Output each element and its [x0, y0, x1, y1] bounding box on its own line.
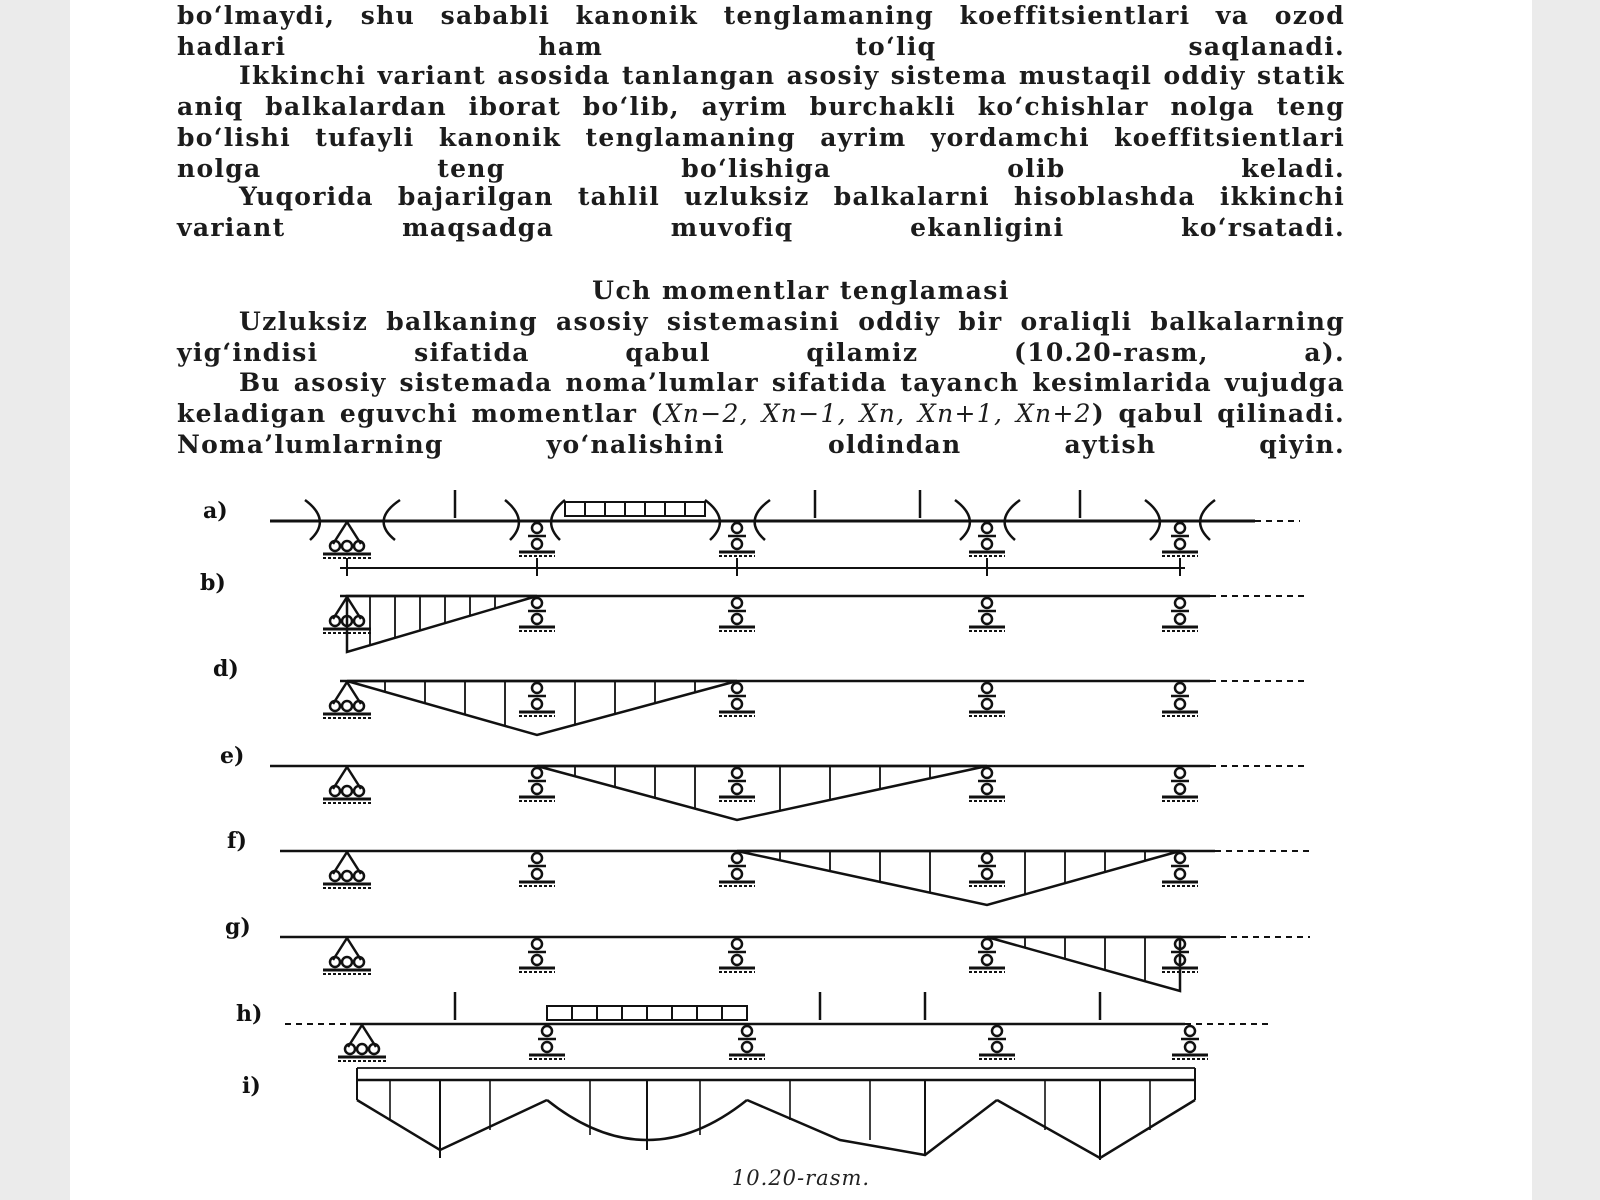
- unit-diagram-f: [280, 851, 1310, 905]
- row-label-d: d): [213, 656, 239, 682]
- row-label-b: b): [200, 570, 226, 596]
- beam-row-h: [285, 992, 1270, 1061]
- figure-continuous-beam: [70, 0, 1532, 1200]
- unit-diagram-b: [323, 596, 1305, 652]
- unit-diagram-g: [280, 937, 1310, 991]
- load-moment-diagram-i: [357, 1068, 1195, 1160]
- row-label-a: a): [203, 498, 228, 524]
- row-label-i: i): [242, 1073, 261, 1099]
- document-page: [70, 0, 1532, 1200]
- formula-moments: Xn−2, Xn−1, Xn, Xn+1, Xn+2: [663, 399, 1092, 428]
- row-label-f: f): [227, 828, 247, 854]
- row-label-h: h): [236, 1001, 263, 1027]
- paragraph-5: Bu asosiy sistemada noma’lumlar sifatida tayanch kesimlarida vujudga keladigan eguvchi momentlar (Xn−2, Xn−1, Xn, Xn+1, Xn+2) qabul qilinadi. Noma’lumlarning yo‘nalishini oldindan aytish qiyin.: [177, 368, 1346, 459]
- row-label-g: g): [225, 914, 251, 940]
- paragraph-2: Ikkinchi variant asosida tanlangan asosiy sistema mustaqil oddiy statik aniq balkalardan iborat bo‘lib, ayrim burchakli ko‘chishlar nolga teng bo‘lishi tufayli kanonik tenglamaning ayrim yordamchi koeffitsientlari nolga teng bo‘lishiga olib keladi.: [177, 61, 1345, 183]
- paragraph-1: bo‘lmaydi, shu sababli kanonik tenglamaning koeffitsientlari va ozod hadlari ham to‘liq saqlanadi.: [177, 1, 1345, 61]
- paragraph-4: Uzluksiz balkaning asosiy sistemasini oddiy bir oraliqli balkalarning yig‘indisi sifatida qabul qilamiz (10.20-rasm, a).: [177, 307, 1345, 367]
- paragraph-3: Yuqorida bajarilgan tahlil uzluksiz balkalarni hisoblashda ikkinchi variant maqsadga muvofiq ekanligini ko‘rsatadi.: [177, 182, 1345, 242]
- unit-diagram-e: [270, 766, 1305, 820]
- row-label-e: e): [220, 743, 245, 769]
- beam-row-a: [270, 490, 1300, 576]
- figure-caption: 10.20-rasm.: [731, 1166, 871, 1190]
- unit-diagram-d: [323, 681, 1305, 735]
- section-heading: Uch momentlar tenglamasi: [592, 276, 1010, 305]
